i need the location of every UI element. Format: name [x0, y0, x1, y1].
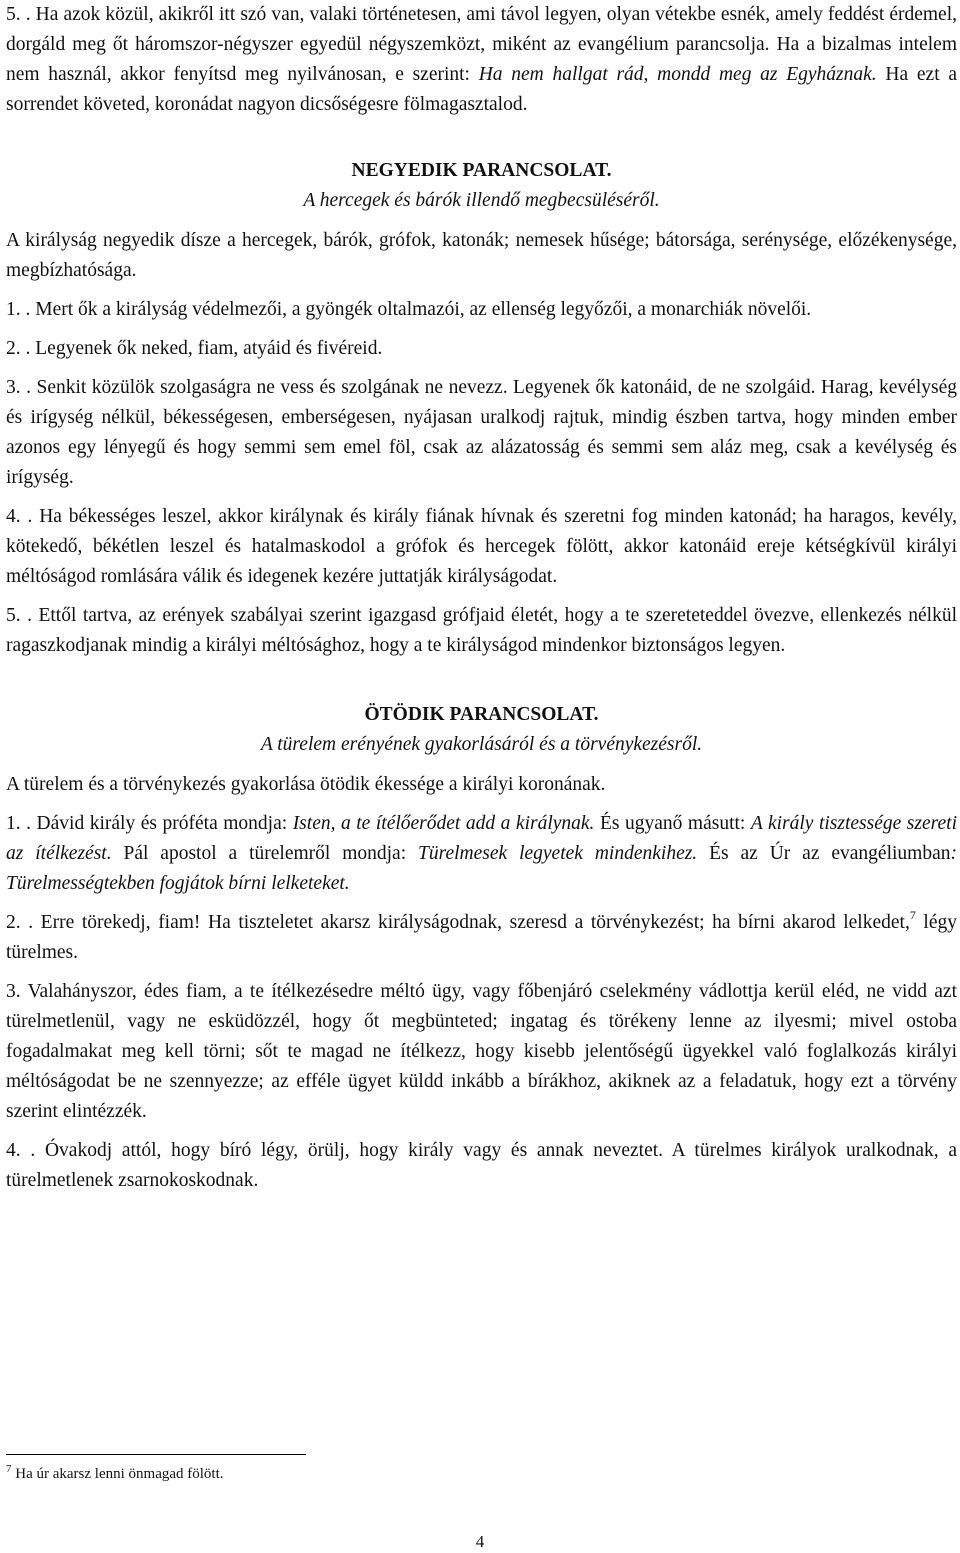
section-4-item-4: 4. . Ha békességes leszel, akkor királynak és király fiának hívnak és szeretni fog minden katonád; ha haragos, kevély, kötekedő, békétlen leszel és hatalmaskodol a grófok és hercegek fölött, akkor katonáid ereje kétségkívül királyi méltóságod romlására válik és idegenek kezére juttatják királyságodat. — [6, 506, 957, 587]
paragraph-intro — [6, 0, 957, 120]
section-4-item-3: 3. . Senkit közülök szolgaságra ne vess és szolgának ne nevezz. Legyenek ők katonáid, de ne szolgáid. Harag, kevélység és irígység nélkül, békességesen, emberségesen, nyájasan uralkodj rajtuk, mindig észben tartva, hogy minden ember azonos egy lényegű és hogy semmi sem emel föl, csak az alázatosság és semmi sem aláz meg, csak a kevélység és irígység. — [6, 377, 957, 488]
quote-italic: Ha nem hallgat rád, mondd meg az Egyháznak. — [478, 64, 877, 85]
section-4-lead: A királyság negyedik dísze a hercegek, bárók, grófok, katonák; nemesek hűsége; bátorsága, serénysége, előzékenysége, megbízhatósága. — [6, 230, 957, 281]
section-4-item-2: 2. . Legyenek ők neked, fiam, atyáid és fivéreid. — [6, 338, 383, 359]
document-page — [6, 0, 957, 1205]
footnote-mark: 7 — [6, 1463, 12, 1475]
footnote-divider — [6, 1454, 306, 1455]
section-4-item-1: 1. . Mert ők a királyság védelmezői, a gyöngék oltalmazói, az ellenség legyőzői, a monarchiák növelői. — [6, 299, 812, 320]
section-5-subtitle: A türelem erényének gyakorlásáról és a törvénykezésről. — [260, 734, 703, 755]
section-5-item-1 — [6, 809, 957, 899]
section-5-item-4: 4. . Óvakodj attól, hogy bíró légy, örülj, hogy király vagy és annak neveztet. A türelmes királyok uralkodnak, a türelmetlenek zsarnokoskodnak. — [6, 1140, 957, 1191]
section-5-title: ÖTÖDIK PARANCSOLAT. — [364, 704, 599, 725]
text-run: 5. . Ha azok közül, akikről itt szó van, valaki történetesen, ami távol legyen, olyan vétekbe esnék, amely feddést érdemel, dorgáld meg őt háromszor-négyszer egyedül négyszemközt, miként az evangélium parancsolja. Ha a bizalmas intelem nem használ, akkor fenyítsd meg nyilvánosan, e szerint: — [6, 4, 957, 85]
text-run: És az Úr az evangéliumban — [697, 843, 951, 864]
text-run: 2. . Erre törekedj, fiam! Ha tiszteletet akarsz királyságodnak, szeresd a törvénykezést; ha bírni akarod lelkedet, — [6, 912, 910, 933]
text-run: légy türelmes. — [6, 912, 957, 963]
quote-italic: A király tisztessége szereti az ítélkezést. — [6, 813, 957, 864]
footnote-reference[interactable]: 7 — [909, 907, 916, 922]
section-5-item-2 — [6, 908, 957, 968]
section-5-lead: A türelem és a törvénykezés gyakorlása ötödik ékessége a királyi koronának. — [6, 774, 606, 795]
section-4-subtitle: A hercegek és bárók illendő megbecsüléséről. — [303, 190, 660, 211]
quote-italic: Isten, a te ítélőerődet add a királynak. — [292, 813, 595, 834]
section-4-item-5: 5. . Ettől tartva, az erények szabályai szerint igazgasd grófjaid életét, hogy a te szereteteddel övezve, ellenkezés nélkül ragaszkodjanak mindig a királyi méltósághoz, hogy a te királyságod mindenkor biztonságos legyen. — [6, 605, 957, 656]
footnote — [6, 1464, 224, 1484]
text-run: Ha ezt a sorrendet követed, koronádat nagyon dicsőségesre fölmagasztalod. — [6, 64, 957, 115]
section-4-title: NEGYEDIK PARANCSOLAT. — [351, 160, 612, 181]
quote-italic: Türelmesek legyetek mindenkihez. — [418, 843, 698, 864]
text-run: 1. . Dávid király és próféta mondja: — [6, 813, 293, 834]
section-5-item-3: 3. Valahányszor, édes fiam, a te ítélkezésedre méltó ügy, vagy főbenjáró cselekmény vádlottja kerül eléd, ne vidd azt türelmetlenül, vagy ne esküdözzél, hogy őt megbünteted; ingatag és törékeny lenne az ilyesmi; mivel ostoba fogadalmakat meg kell törni; sőt te magad ne ítélkezz, hogy kisebb jelentőségű ügyekkel való foglalkozás királyi méltóságodat be ne szennyezze; az efféle ügyet küldd inkább a bírákhoz, akiknek az a feladatuk, hogy ezt a törvény szerint elintézzék. — [6, 981, 957, 1122]
quote-italic: : Türelmességtekben fogjátok bírni lelketeket. — [6, 843, 957, 894]
page-number: 4 — [475, 1532, 485, 1551]
text-run: És ugyanő másutt: — [594, 813, 751, 834]
footnote-text: Ha úr akarsz lenni önmagad fölött. — [11, 1466, 224, 1482]
text-run: Pál apostol a türelemről mondja: — [111, 843, 419, 864]
